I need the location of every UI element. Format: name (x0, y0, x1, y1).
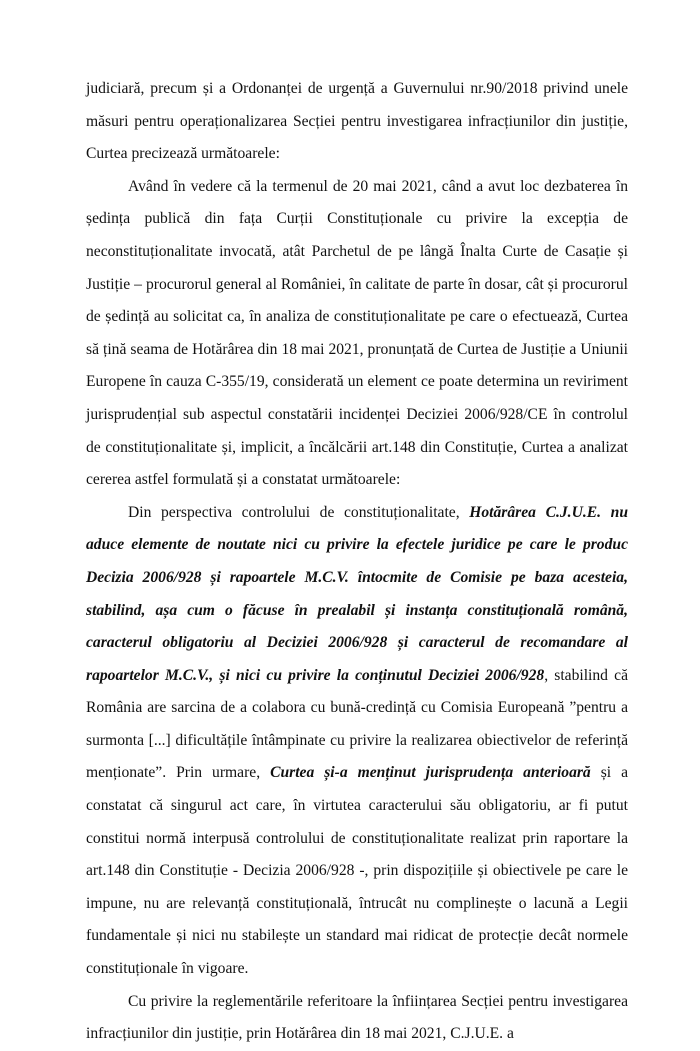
paragraph (86, 497, 628, 986)
paragraph (86, 171, 628, 497)
paragraph-text: , stabilind că România are sarcina de a colabora cu bună-credință cu Comisia Europeană ”pentru a surmonta [...] dificultățile întâmpinate cu privire la realizarea obiectivelor de referință menționate”. Prin urmare, (86, 666, 628, 782)
paragraph-text: Cu privire la reglementările referitoare la înființarea Secției pentru investigarea infracțiunilor din justiție, prin Hotărârea din 18 mai 2021, C.J.U.E. a (86, 992, 628, 1043)
emphasized-text: Curtea și-a menținut jurisprudența anterioară (270, 764, 591, 782)
paragraph-text: Având în vedere că la termenul de 20 mai 2021, când a avut loc dezbaterea în ședința publică din fața Curții Constituționale cu privire la excepția de neconstituționalitate invocată, atât Parchetul de pe lângă Înalta Curte de Casație și Justiție – procurorul general al României, în calitate de parte în dosar, cât și procurorul de ședință au solicitat ca, în analiza de constituționalitate pe care o efectuează, Curtea să țină seama de Hotărârea din 18 mai 2021, pronunțată de Curtea de Justiție a Uniunii Europene în cauza C-355/19, considerată un element ce poate determina un reviriment jurisprudențial sub aspectul constatării incidenței Deciziei 2006/928/CE în controlul de constituționalitate și, implicit, a încălcării art.148 din Constituție, Curtea a analizat cererea astfel formulată și a constatat următoarele: (86, 177, 628, 489)
paragraph-text: Din perspectiva controlului de constituționalitate, (128, 503, 470, 521)
body-text (86, 73, 628, 1051)
emphasized-text: Hotărârea C.J.U.E. nu aduce elemente de noutate nici cu privire la efectele juridice pe care le produc Decizia 2006/928 și rapoartele M.C.V. întocmite de Comisie pe baza acesteia, stabilind, așa cum o făcuse în prealabil și instanța constituțională română, caracterul obligatoriu al Deciziei 2006/928 și caracterul de recomandare al rapoartelor M.C.V., și nici cu privire la conținutul Deciziei 2006/928 (86, 503, 628, 684)
paragraph (86, 986, 628, 1051)
paragraph (86, 73, 628, 171)
paragraph-text: judiciară, precum și a Ordonanței de urgență a Guvernului nr.90/2018 privind unele măsuri pentru operaționalizarea Secției pentru investigarea infracțiunilor din justiție, Curtea precizează următoarele: (86, 80, 628, 163)
paragraph-text: și a constatat că singurul act care, în virtutea caracterului său obligatoriu, ar fi putut constitui normă interpusă controlului de constituționalitate realizat prin raportare la art.148 din Constituție - Decizia 2006/928 -, prin dispozițiile și obiectivele pe care le impune, nu are relevanță constituțională, întrucât nu complinește o lacună a Legii fundamentale și nici nu stabilește un standard mai ridicat de protecție decât normele constituționale în vigoare. (86, 764, 629, 978)
